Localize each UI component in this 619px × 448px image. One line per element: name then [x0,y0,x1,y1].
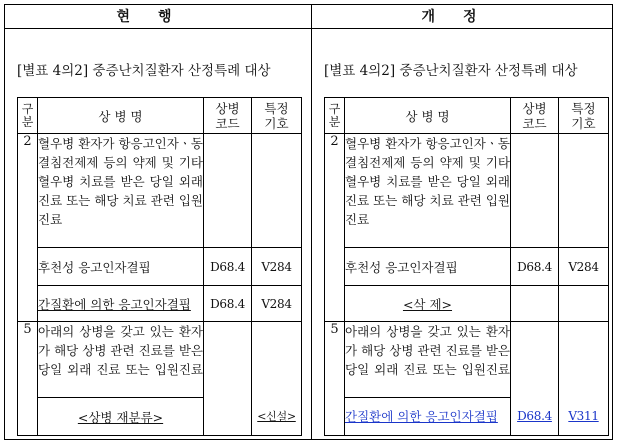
header-name: 상 병 명 [38,98,204,134]
revised-table [324,97,609,436]
table-row [325,286,609,322]
current-table [17,97,302,436]
row-number: 2 [325,134,345,248]
table-row [18,322,302,398]
empty-cell [204,398,252,436]
disease-name: 간질환에 의한 응고인자결핍 [38,286,204,322]
special-code: V284 [252,248,302,286]
table-header-row [325,98,609,134]
table-row [325,134,609,248]
new-note: <신설> [252,398,302,436]
table-row [325,248,609,286]
reclassified-note: <상병 재분류> [38,398,204,436]
header-gubun: 구 분 [325,98,345,134]
disease-code: D68.4 [511,248,559,286]
empty-cell [204,322,252,398]
revised-caption: [별표 4의2] 중증난치질환자 산정특례 대상 [324,63,578,79]
table-row [18,286,302,322]
disease-name: 후천성 응고인자결핍 [38,248,204,286]
table-header-row [18,98,302,134]
deleted-note: <삭 제> [345,286,511,322]
row-description: 혈우병 환자가 항응고인자ㆍ동결침전제제 등의 약제 및 기타 혈우병 치료를 받은 당일 외래진료 또는 해당 치료 관련 입원 진료 [38,134,204,248]
disease-code: D68.4 [204,286,252,322]
row-description: 혈우병 환자가 항응고인자ㆍ동결침전제제 등의 약제 및 기타 혈우병 치료를 받은 당일 외래진료 또는 해당 치료 관련 입원 진료 [345,134,511,248]
row-description: 아래의 상병을 갖고 있는 환자가 해당 상병 관련 진료를 받은 당일 외래 진료 또는 입원진료 [38,322,204,398]
empty-cell [559,134,609,248]
disease-name: 간질환에 의한 응고인자결핍 [345,398,511,436]
disease-code: D68.4 [204,248,252,286]
empty-cell [559,286,609,322]
disease-code: D68.4 [511,398,559,436]
header-name: 상 병 명 [345,98,511,134]
current-caption: [별표 4의2] 중증난치질환자 산정특례 대상 [17,63,271,79]
empty-cell [559,322,609,398]
empty-cell [252,134,302,248]
empty-cell [325,398,345,436]
empty-cell [325,248,345,286]
special-code: V284 [559,248,609,286]
header-special: 특정 기호 [252,98,302,134]
current-panel [5,29,307,439]
header-special: 특정 기호 [559,98,609,134]
disease-name: 후천성 응고인자결핍 [345,248,511,286]
empty-cell [252,322,302,398]
table-row [18,134,302,248]
table-row [18,248,302,286]
row-number: 5 [18,322,38,398]
special-code: V311 [559,398,609,436]
empty-cell [204,134,252,248]
empty-cell [18,286,38,322]
row-number: 2 [18,134,38,248]
table-row [18,398,302,436]
empty-cell [511,134,559,248]
special-code: V284 [252,286,302,322]
row-number: 5 [325,322,345,398]
current-column-header: 현행 [116,9,200,25]
header-code: 상병 코드 [511,98,559,134]
revised-column-header: 개정 [421,9,505,25]
empty-cell [18,248,38,286]
header-code: 상병 코드 [204,98,252,134]
column-header-row [5,5,612,29]
revised-panel [312,29,614,439]
empty-cell [511,286,559,322]
table-row [325,398,609,436]
empty-cell [325,286,345,322]
row-description: 아래의 상병을 갖고 있는 환자가 해당 상병 관련 진료를 받은 당일 외래 진료 또는 입원진료 [345,322,511,398]
table-row [325,322,609,398]
empty-cell [511,322,559,398]
header-gubun: 구 분 [18,98,38,134]
comparison-table [4,4,613,440]
empty-cell [18,398,38,436]
